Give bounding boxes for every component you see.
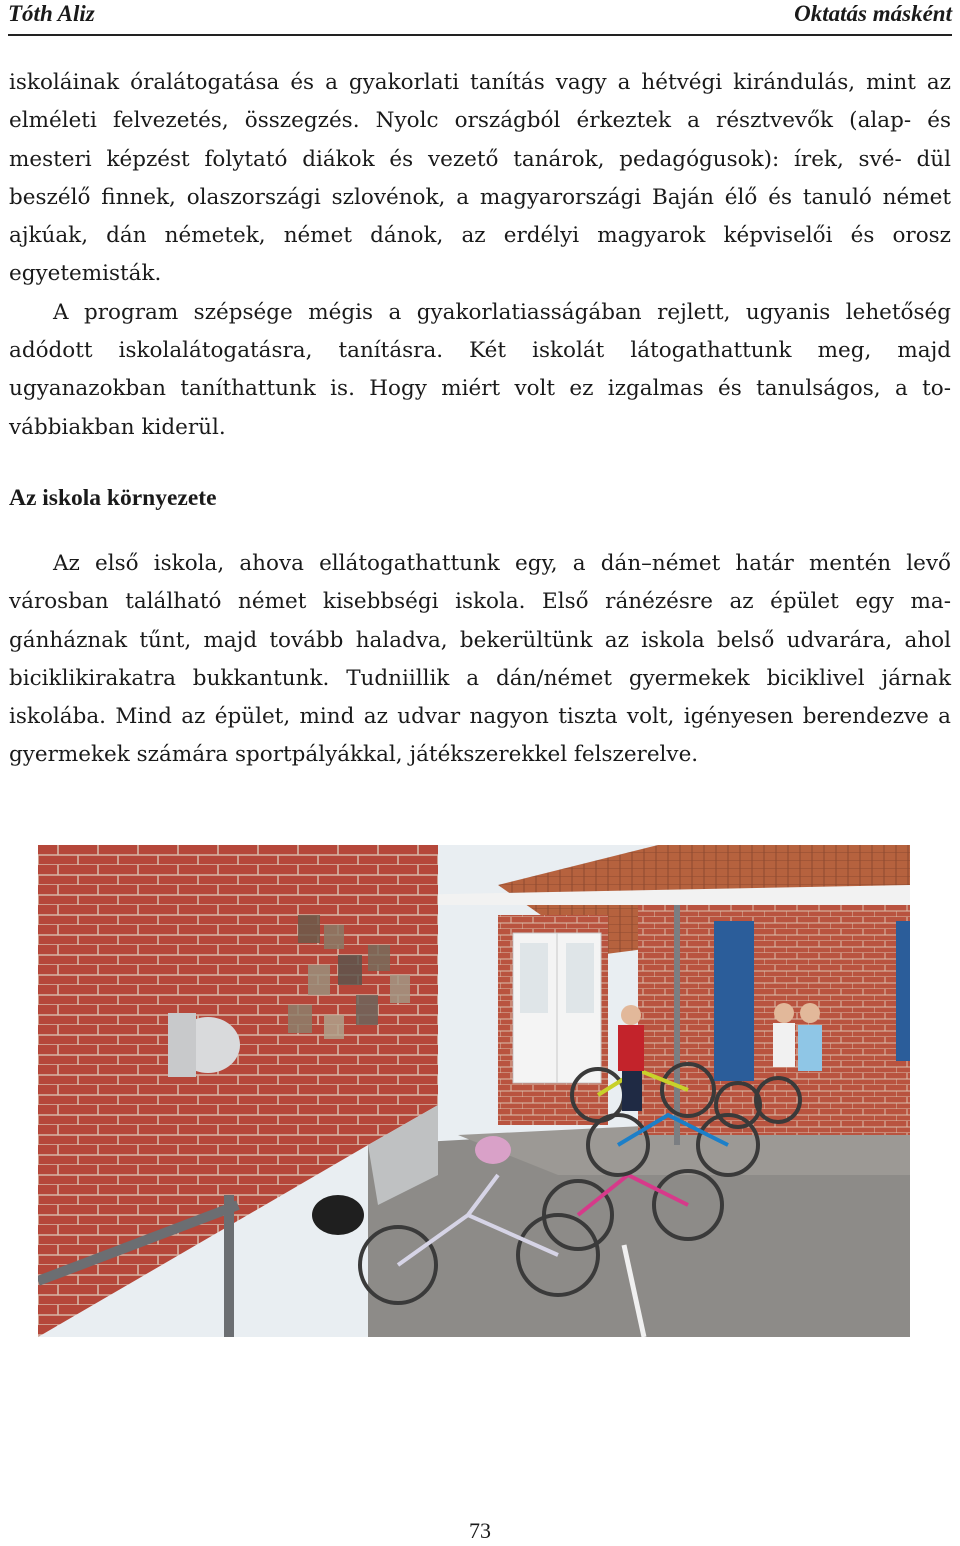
paragraph-program: A program szépsége mégis a gyakorlatiasságában rejlett, ugyanis lehetőség adódott iskolalátogatásra, tanításra. Két iskolát látogathattunk meg, majd ugyanazokban taníthattunk is. Hogy miért volt ez izgalmas és tanulságos, a to- vábbiakban kiderül. [9, 299, 951, 440]
header-title: Oktatás másként [794, 1, 952, 26]
body-text-bottom [9, 545, 951, 775]
page-header [8, 0, 952, 36]
paragraph-school: Az első iskola, ahova ellátogathattunk egy, a dán–német határ mentén levő városban található német kisebbségi iskola. Első ránézésre az épület egy ma- gánháznak tűnt, majd tovább haladva, bekerültünk az iskola belső udvarára, ahol biciklikirakatra bukkantunk. Tudniillik a dán/német gyermekek biciklivel járnak iskolába. Mind az épület, mind az udvar nagyon tiszta volt, igényesen berendezve a gyermekek számára sportpályákkal, játékszerekkel felszerelve. [9, 551, 951, 768]
paragraph-intro: iskoláinak óralátogatása és a gyakorlati tanítás vagy a hétvégi kirándulás, mint az elméleti felvezetés, összegzés. Nyolc országból érkeztek a résztvevők (alap- és mesteri képzést folytató diákok és vezető tanárok, pedagógusok): írek, své- dül beszélő finnek, olaszországi szlovénok, a magyarországi Baján élő és tanuló német ajkúak, dán németek, német dánok, az erdélyi magyarok képviselői és orosz egyetemisták. [9, 70, 951, 287]
page-number: 73 [469, 1518, 491, 1543]
section-heading: Az iskola környezete [9, 485, 217, 511]
header-author: Tóth Aliz [8, 1, 95, 26]
body-text-top [9, 64, 951, 447]
school-courtyard-photo [38, 845, 910, 1337]
